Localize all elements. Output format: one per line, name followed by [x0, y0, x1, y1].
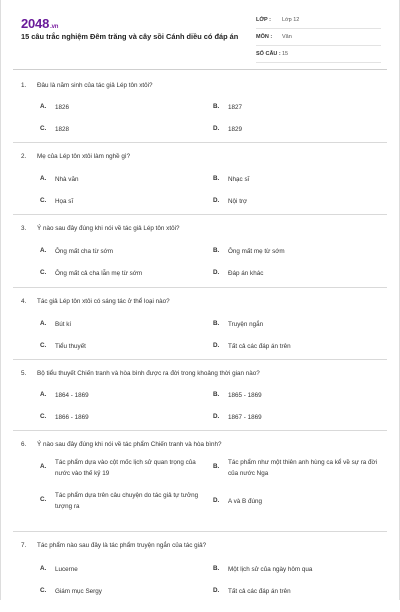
option-b[interactable]: B. Truyện ngắn: [213, 320, 264, 328]
option-a[interactable]: A. Ông mất cha từ sớm: [40, 247, 114, 255]
option-b[interactable]: B. 1865 - 1869: [213, 391, 262, 399]
option-b[interactable]: B. 1827: [213, 103, 243, 111]
question-item: [13, 72, 387, 143]
meta-value: Lớp 12: [282, 17, 300, 23]
option-a[interactable]: A. 1826: [40, 103, 70, 111]
question-text: 1. Đâu là năm sinh của tác giả Lép tôn xtôi?: [21, 82, 153, 89]
option-c[interactable]: C. Giám mục Sergy: [40, 587, 102, 595]
meta-value: Văn: [282, 34, 292, 40]
option-c[interactable]: C. Tác phẩm dựa trên câu chuyện do tác giả tự tưởng tượng ra: [40, 492, 199, 510]
question-item: [13, 143, 387, 215]
option-c[interactable]: C. Ông mất cả cha lẫn mẹ từ sớm: [40, 269, 143, 277]
option-d[interactable]: D. Tất cả các đáp án trên: [213, 342, 291, 350]
option-b[interactable]: B. Một lịch sử của ngày hôm qua: [213, 565, 313, 573]
option-d[interactable]: D. 1829: [213, 125, 243, 133]
question-text: 3. Ý nào sau đây đúng khi nói về tác giả Lép tôn xtôi?: [21, 225, 180, 232]
option-a[interactable]: A. Lucerne: [40, 565, 78, 573]
option-d[interactable]: D. Tất cả các đáp án trên: [213, 587, 291, 595]
meta-row-subject: [256, 29, 381, 46]
question-list: [1, 72, 399, 612]
option-b[interactable]: B. Nhạc sĩ: [213, 175, 250, 183]
meta-key: LỚP :: [256, 17, 271, 23]
option-d[interactable]: D. A và B đúng: [213, 497, 262, 505]
option-c[interactable]: C. 1828: [40, 125, 70, 133]
option-d[interactable]: D. 1867 - 1869: [213, 413, 262, 421]
meta-key: SỐ CÂU :: [256, 51, 281, 57]
meta-value: 15: [282, 51, 289, 57]
document-title: 15 câu trắc nghiệm Đêm trăng và cây sồi Cánh diều có đáp án: [21, 32, 239, 41]
meta-key: MÔN :: [256, 34, 273, 40]
option-c[interactable]: C. Họa sĩ: [40, 197, 74, 205]
question-item: [13, 288, 387, 360]
question-text: 5. Bộ tiểu thuyết Chiến tranh và hòa bình được ra đời trong khoảng thời gian nào?: [21, 370, 260, 377]
question-item: [13, 215, 387, 288]
header: [1, 0, 399, 66]
question-text: 2. Mẹ của Lép tôn xtôi làm nghề gì?: [21, 153, 131, 160]
meta-info: [256, 12, 381, 63]
option-c[interactable]: C. Tiểu thuyết: [40, 342, 86, 350]
logo-number: 2048: [21, 16, 50, 31]
question-text: 6. Ý nào sau đây đúng khi nói về tác phẩm Chiến tranh và hòa bình?: [21, 441, 222, 448]
option-a[interactable]: A. Tác phẩm dựa vào cột mốc lịch sử quan trọng của nước vào thế kỷ 19: [40, 459, 196, 477]
site-logo[interactable]: [21, 16, 58, 31]
question-text: 7. Tác phẩm nào sau đây là tác phẩm truyện ngắn của tác giả?: [21, 542, 207, 549]
option-d[interactable]: D. Nội trợ: [213, 197, 248, 205]
meta-row-count: [256, 46, 381, 63]
question-item: [13, 431, 387, 532]
option-b[interactable]: B. Tác phẩm như một thiên anh hùng ca kể về sự ra đời của nước Nga: [213, 459, 378, 477]
logo-tld: .vn: [50, 24, 59, 30]
option-a[interactable]: A. Bút kí: [40, 320, 72, 328]
option-d[interactable]: D. Đáp án khác: [213, 269, 264, 277]
meta-row-class: [256, 12, 381, 29]
question-item: [13, 532, 387, 612]
option-c[interactable]: C. 1866 - 1869: [40, 413, 89, 421]
question-item: [13, 360, 387, 431]
option-b[interactable]: B. Ông mất mẹ từ sớm: [213, 247, 285, 255]
option-a[interactable]: A. 1864 - 1869: [40, 391, 89, 399]
option-a[interactable]: A. Nhà văn: [40, 175, 79, 183]
question-text: 4. Tác giả Lép tôn xtôi có sáng tác ở thể loại nào?: [21, 298, 170, 305]
header-divider: [13, 69, 387, 70]
